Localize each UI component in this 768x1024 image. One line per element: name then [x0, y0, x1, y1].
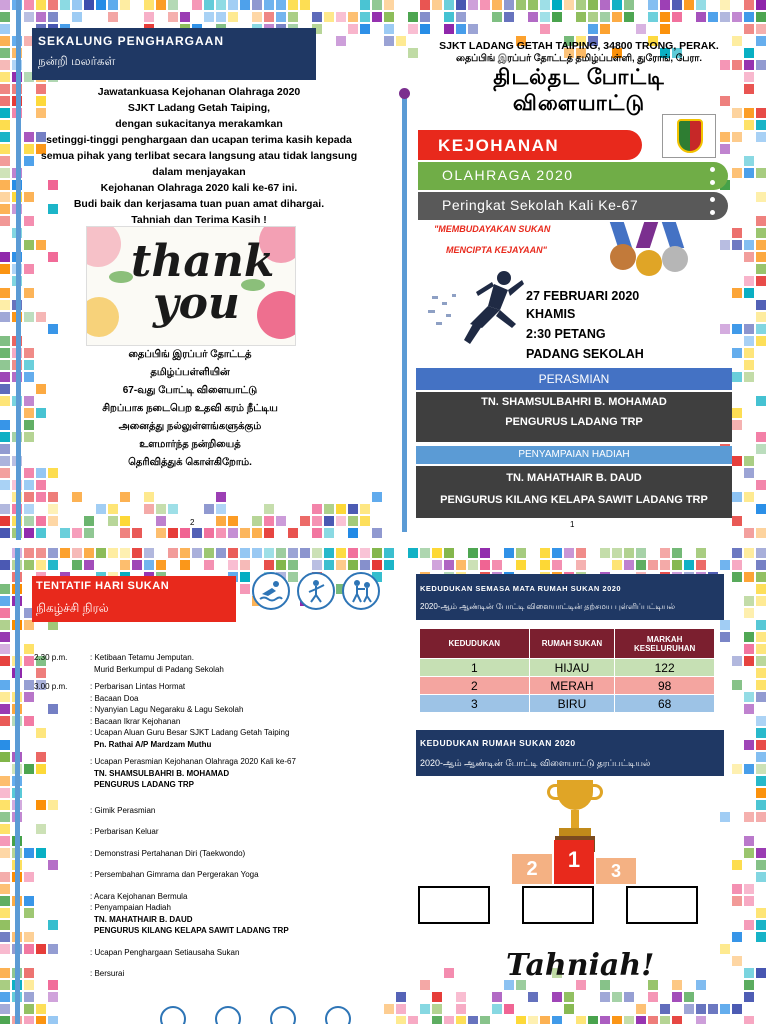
schedule-gap	[34, 838, 334, 848]
section-title: SEKALUNG PENGHARGAAN	[38, 34, 225, 48]
hadiah-info	[416, 466, 732, 518]
schedule-row	[34, 652, 334, 664]
schedule-item: : Ucapan Aluan Guru Besar SJKT Ladang Getah Taiping	[90, 728, 290, 737]
schedule-item: : Persembahan Gimrama dan Pergerakan Yoga	[90, 870, 259, 879]
table-row	[420, 677, 715, 695]
medals-icon	[610, 222, 694, 282]
banner-peringkat	[418, 192, 728, 220]
timeline-bar	[402, 92, 407, 532]
section-subtitle: நிகழ்ச்சி நிரல்	[36, 601, 109, 615]
you-word: you	[153, 278, 240, 329]
tamil-line: தைப்பிங் இரப்பர் தோட்டத் தமிழ்ப்பள்ளியின்	[128, 349, 252, 378]
schedule-gap	[34, 881, 334, 891]
table-cell: HIJAU	[529, 659, 615, 677]
schedule-row	[34, 848, 334, 860]
panel-kedudukan	[384, 548, 768, 1024]
thank-word: thank	[131, 236, 275, 287]
schedule-item: : Demonstrasi Pertahanan Diri (Taekwondo)	[90, 848, 246, 858]
section-header	[416, 730, 724, 776]
tamil-line: 67-வது போட்டி விளையாட்டு	[122, 385, 258, 396]
appreciation-message	[24, 84, 374, 228]
ranking-box-third	[626, 886, 698, 924]
school-name-tamil: தைப்பிங் இரப்பர் தோட்டத் தமிழ்ப்பள்ளி, துரோங், பேரா.	[455, 53, 703, 64]
banner-kejohanan	[418, 130, 642, 160]
schedule-row	[34, 693, 334, 705]
page-number: 1	[570, 520, 575, 529]
menu-dot-icon	[710, 180, 715, 185]
table-cell: 98	[615, 677, 715, 695]
menu-dot-icon	[710, 167, 715, 172]
column-header: MARKAH KESELURUHAN	[615, 629, 715, 659]
title-tamil: விளையாட்டு	[512, 92, 646, 115]
ranking-box-first	[522, 886, 594, 924]
perasmian-name: TN. SHAMSULBAHRI B. MOHAMAD	[481, 396, 667, 408]
school-name: SJKT LADANG GETAH TAIPING, 34800 TRONG, PERAK.	[439, 40, 719, 52]
sports-icons-footer	[160, 1006, 360, 1024]
schedule-item: : Acara Kejohanan Bermula	[90, 891, 188, 901]
banner-text: KEJOHANAN	[438, 136, 560, 155]
timeline-bar	[16, 0, 21, 540]
event-time: 2:30 PETANG	[526, 327, 606, 341]
message-line: SJKT Ladang Getah Taiping,	[127, 102, 271, 114]
table-row	[420, 659, 715, 677]
schedule-row	[34, 805, 334, 817]
schedule-item: : Perbarisan Lintas Hormat	[90, 682, 186, 691]
motto: "MEMBUDAYAKAN SUKAN	[434, 224, 551, 234]
message-line: Tahniah dan Terima Kasih !	[131, 214, 267, 226]
podium-label: 2	[526, 858, 538, 880]
flower-icon	[86, 297, 119, 337]
table-row	[420, 695, 715, 713]
schedule-row	[34, 891, 334, 903]
table-cell: 2	[420, 677, 530, 695]
section-title: TENTATIF HARI SUKAN	[36, 580, 170, 592]
menu-dot-icon	[710, 210, 715, 215]
leaf-icon	[109, 271, 133, 283]
sport-icon	[325, 1006, 351, 1024]
podium-label: 1	[567, 847, 581, 872]
schedule-gap	[34, 791, 334, 805]
section-subtitle: 2020-ஆம் ஆண்டின் போட்டி விளையாட்டின் தற்சமய புள்ளிப்பட்டியல்	[420, 602, 676, 611]
tamil-line: அனைத்து நல்லுள்ளங்களுக்கும்	[118, 421, 262, 432]
banner-text: OLAHRAGA 2020	[442, 167, 574, 183]
sport-icon	[270, 1006, 296, 1024]
flower-icon	[86, 226, 121, 267]
badminton-icon	[297, 572, 335, 610]
martial-arts-icon	[342, 572, 380, 610]
house-ranking-table	[419, 628, 715, 713]
podium	[512, 848, 636, 884]
schedule-row	[34, 739, 334, 751]
banner-olahraga	[418, 162, 728, 190]
schedule-row	[34, 704, 334, 716]
schedule-item: : Bersurai	[90, 969, 125, 978]
message-line: Budi baik dan kerjasama tuan puan amat dihargai.	[73, 198, 325, 210]
message-line: dengan sukacitanya merakamkan	[115, 118, 283, 130]
tamil-appreciation	[95, 346, 285, 472]
schedule-row	[34, 664, 334, 676]
schedule-row	[34, 869, 334, 881]
timeline-bar	[15, 548, 20, 1024]
panel-cover	[384, 0, 768, 540]
schedule-item: : Bacaan Ikrar Kejohanan	[90, 716, 181, 726]
runner-icon	[424, 266, 528, 350]
motto: MENCIPTA KEJAYAAN"	[446, 245, 547, 255]
schedule-person: TN. MAHATHAIR B. DAUD	[94, 914, 193, 924]
schedule-row	[34, 826, 334, 838]
schedule-row	[34, 914, 334, 926]
table-cell: 1	[420, 659, 530, 677]
section-title: KEDUDUKAN RUMAH SUKAN 2020	[420, 738, 576, 748]
schedule-row	[34, 947, 334, 959]
page-number: 2	[190, 518, 195, 527]
sport-icon	[215, 1006, 241, 1024]
schedule-person: PENGURUS KILANG KELAPA SAWIT LADANG TRP	[94, 926, 289, 935]
table-header-row	[420, 629, 715, 659]
perasmian-role: PENGURUS LADANG TRP	[505, 416, 643, 428]
hadiah-role: PENGURUS KILANG KELAPA SAWIT LADANG TRP	[440, 494, 708, 506]
schedule-item: : Perbarisan Keluar	[90, 827, 159, 836]
table-cell: MERAH	[529, 677, 615, 695]
message-line: Jawatankuasa Kejohanan Olahraga 2020	[97, 86, 301, 98]
schedule-row	[34, 681, 334, 693]
perasmian-label	[416, 368, 732, 390]
schedule-gap	[34, 859, 334, 869]
schedule-gap	[34, 937, 334, 947]
school-crest-icon	[662, 114, 716, 158]
tahniah-title: Tahniah!	[506, 948, 655, 983]
schedule-row	[34, 727, 334, 739]
table-cell: 122	[615, 659, 715, 677]
hadiah-label	[416, 446, 732, 464]
perasmian-label-text: PERASMIAN	[538, 372, 610, 386]
schedule-time: 3.00 p.m.	[34, 682, 68, 691]
panel-tentatif	[0, 548, 384, 1024]
banner-text: Peringkat Sekolah Kali Ke-67	[442, 197, 639, 213]
swimmer-icon	[252, 572, 290, 610]
schedule-row	[34, 968, 334, 980]
section-header	[32, 28, 316, 80]
podium-first	[554, 840, 594, 884]
schedule-item: : Bacaan Doa	[90, 693, 139, 703]
thank-you-lettering	[131, 236, 275, 329]
perasmian-info	[416, 392, 732, 442]
schedule-list	[34, 652, 334, 980]
message-line: dalam menjayakan	[152, 166, 246, 178]
message-line: semua pihak yang terlibat secara langsung atau tidak langsung	[40, 150, 358, 162]
ranking-box-second	[418, 886, 490, 924]
section-subtitle: 2020-ஆம் ஆண்டின் போட்டி விளையாட்டு தரப்பட்டியல்	[420, 758, 651, 768]
column-header: RUMAH SUKAN	[529, 629, 615, 659]
podium-label: 3	[610, 861, 621, 881]
schedule-row	[34, 756, 334, 768]
schedule-gap	[34, 958, 334, 968]
table-cell: 68	[615, 695, 715, 713]
tamil-line: உளமார்ந்த நன்றியைத்	[139, 439, 241, 450]
thank-you-card	[86, 226, 296, 346]
schedule-time: 2.30 p.m.	[34, 653, 68, 662]
schedule-item: : Ketibaan Tetamu Jemputan.	[90, 653, 194, 662]
schedule-item: : Ucapan Perasmian Kejohanan Olahraga 2020 Kali ke-67	[90, 757, 296, 766]
podium-second	[512, 854, 552, 884]
sport-icon	[160, 1006, 186, 1024]
hadiah-label-text: PENYAMPAIAN HADIAH	[518, 449, 630, 460]
table-cell: 3	[420, 695, 530, 713]
schedule-person: TN. SHAMSULBAHRI B. MOHAMAD	[94, 768, 230, 778]
schedule-row	[34, 779, 334, 791]
schedule-row	[34, 716, 334, 728]
section-header	[32, 576, 236, 622]
schedule-person: PENGURUS LADANG TRP	[94, 780, 195, 789]
title-tamil: திடல்தட போட்டி	[493, 66, 665, 89]
message-line: setinggi-tinggi penghargaan dan ucapan terima kasih kepada	[46, 134, 352, 146]
schedule-row	[34, 902, 334, 914]
column-header: KEDUDUKAN	[420, 629, 530, 659]
schedule-row	[34, 768, 334, 780]
panel-penghargaan	[0, 0, 384, 540]
schedule-item: : Nyanyian Lagu Negaraku & Lagu Sekolah	[90, 705, 244, 714]
message-line: Kejohanan Olahraga 2020 kali ke-67 ini.	[100, 182, 298, 194]
hadiah-name: TN. MAHATHAIR B. DAUD	[506, 472, 642, 484]
schedule-row	[34, 925, 334, 937]
schedule-item: : Ucapan Penghargaan Setiausaha Sukan	[90, 947, 240, 957]
section-header	[416, 574, 724, 620]
schedule-item: : Penyampaian Hadiah	[90, 903, 171, 912]
schedule-gap	[34, 816, 334, 826]
section-subtitle: நன்றி மலர்கள்	[38, 54, 116, 68]
schedule-item: : Gimik Perasmian	[90, 805, 156, 815]
section-title: KEDUDUKAN SEMASA MATA RUMAH SUKAN 2020	[420, 584, 622, 593]
tamil-line: சிறப்பாக நடைபெற உதவி கரம் நீட்டிய	[102, 403, 278, 414]
podium-third	[596, 858, 636, 884]
menu-dot-icon	[710, 197, 715, 202]
event-date: 27 FEBRUARI 2020	[526, 289, 640, 303]
schedule-person: Pn. Rathai A/P Mardzam Muthu	[94, 739, 212, 749]
tamil-line: தெரிவித்துக் கொள்கிறோம்.	[128, 457, 252, 468]
schedule-item: Murid Berkumpul di Padang Sekolah	[94, 664, 224, 674]
event-day: KHAMIS	[526, 307, 576, 321]
event-venue: PADANG SEKOLAH	[526, 347, 644, 361]
table-cell: BIRU	[529, 695, 615, 713]
